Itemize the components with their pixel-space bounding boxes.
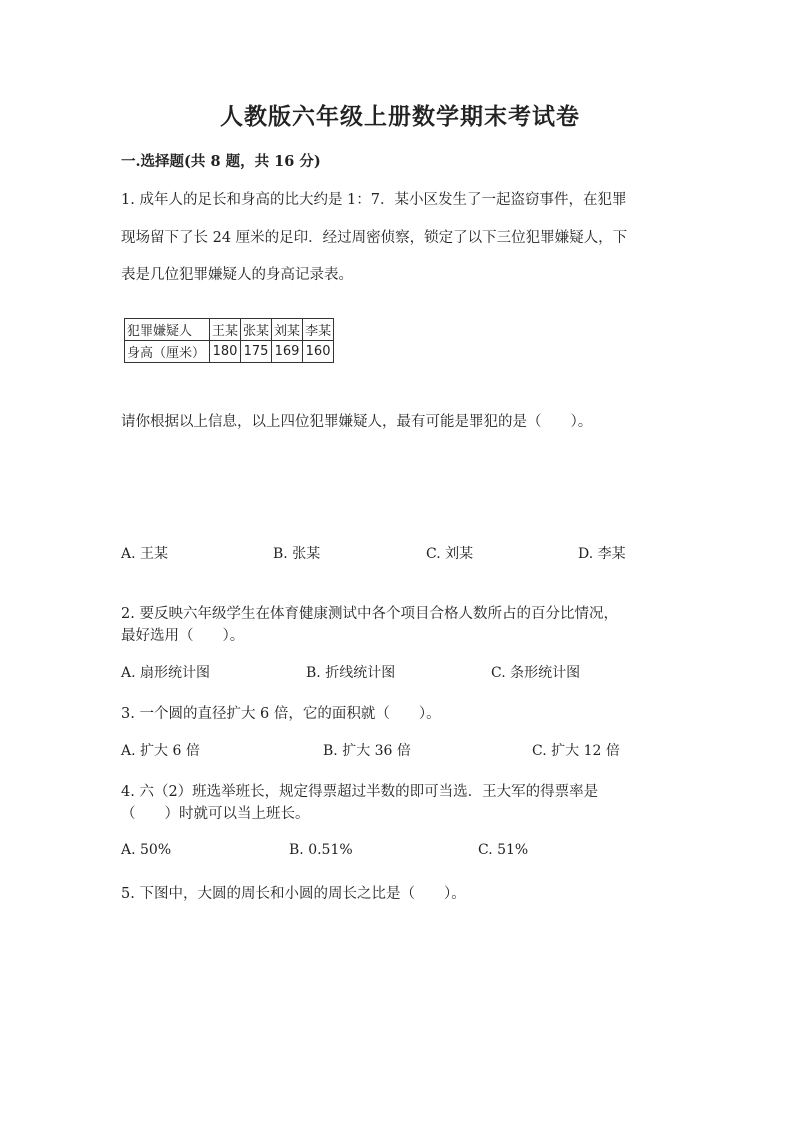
- q4-option-c[interactable]: C. 51%: [478, 842, 529, 858]
- q4-option-a[interactable]: A. 50%: [121, 842, 172, 858]
- table-row: [125, 341, 334, 363]
- q4-option-b[interactable]: B. 0.51%: [289, 842, 353, 858]
- table-cell: 身高（厘米）: [125, 341, 210, 363]
- q2-line-1: 2. 要反映六年级学生在体育健康测试中各个项目合格人数所占的百分比情况，: [121, 606, 618, 622]
- q2-option-a[interactable]: A. 扇形统计图: [121, 665, 211, 681]
- q2-line-2: 最好选用（ ）。: [121, 628, 245, 644]
- table-cell: 刘某: [272, 319, 303, 341]
- table-cell: 张某: [241, 319, 272, 341]
- q2-option-b[interactable]: B. 折线统计图: [306, 665, 396, 681]
- q2-option-c[interactable]: C. 条形统计图: [491, 665, 581, 681]
- table-cell: 160: [303, 341, 334, 363]
- q1-option-c[interactable]: C. 刘某: [426, 546, 474, 562]
- q5-line-1: 5. 下图中，大圆的周长和小圆的周长之比是（ ）。: [121, 886, 466, 902]
- q1-line-3: 表是几位犯罪嫌疑人的身高记录表。: [121, 267, 353, 283]
- q3-option-c[interactable]: C. 扩大 12 倍: [532, 743, 620, 759]
- table-cell: 169: [272, 341, 303, 363]
- q1-option-a[interactable]: A. 王某: [121, 546, 169, 562]
- suspect-height-table: [124, 318, 334, 363]
- q1-option-d[interactable]: D. 李某: [578, 546, 626, 562]
- table-cell: 王某: [210, 319, 241, 341]
- q1-line-2: 现场留下了长 24 厘米的足印．经过周密侦察，锁定了以下三位犯罪嫌疑人，下: [121, 230, 628, 246]
- table-cell: 180: [210, 341, 241, 363]
- section-heading: 一.选择题(共 8 题，共 16 分): [121, 153, 321, 170]
- table-cell: 李某: [303, 319, 334, 341]
- q3-line-1: 3. 一个圆的直径扩大 6 倍，它的面积就（ ）。: [121, 706, 441, 722]
- q4-line-2: （ ）时就可以当上班长。: [121, 806, 310, 822]
- table-cell: 175: [241, 341, 272, 363]
- table-cell: 犯罪嫌疑人: [125, 319, 210, 341]
- q4-line-1: 4. 六（2）班选举班长，规定得票超过半数的即可当选．王大军的得票率是: [121, 784, 599, 800]
- q1-line-1: 1. 成年人的足长和身高的比大约是 1：7．某小区发生了一起盗窃事件，在犯罪: [121, 192, 627, 208]
- page-title: 人教版六年级上册数学期末考试卷: [220, 103, 580, 130]
- q3-option-a[interactable]: A. 扩大 6 倍: [121, 743, 200, 759]
- table-header-row: [125, 319, 334, 341]
- q3-option-b[interactable]: B. 扩大 36 倍: [323, 743, 411, 759]
- q1-prompt: 请你根据以上信息，以上四位犯罪嫌疑人，最有可能是罪犯的是（ ）。: [121, 414, 593, 430]
- q1-option-b[interactable]: B. 张某: [273, 546, 321, 562]
